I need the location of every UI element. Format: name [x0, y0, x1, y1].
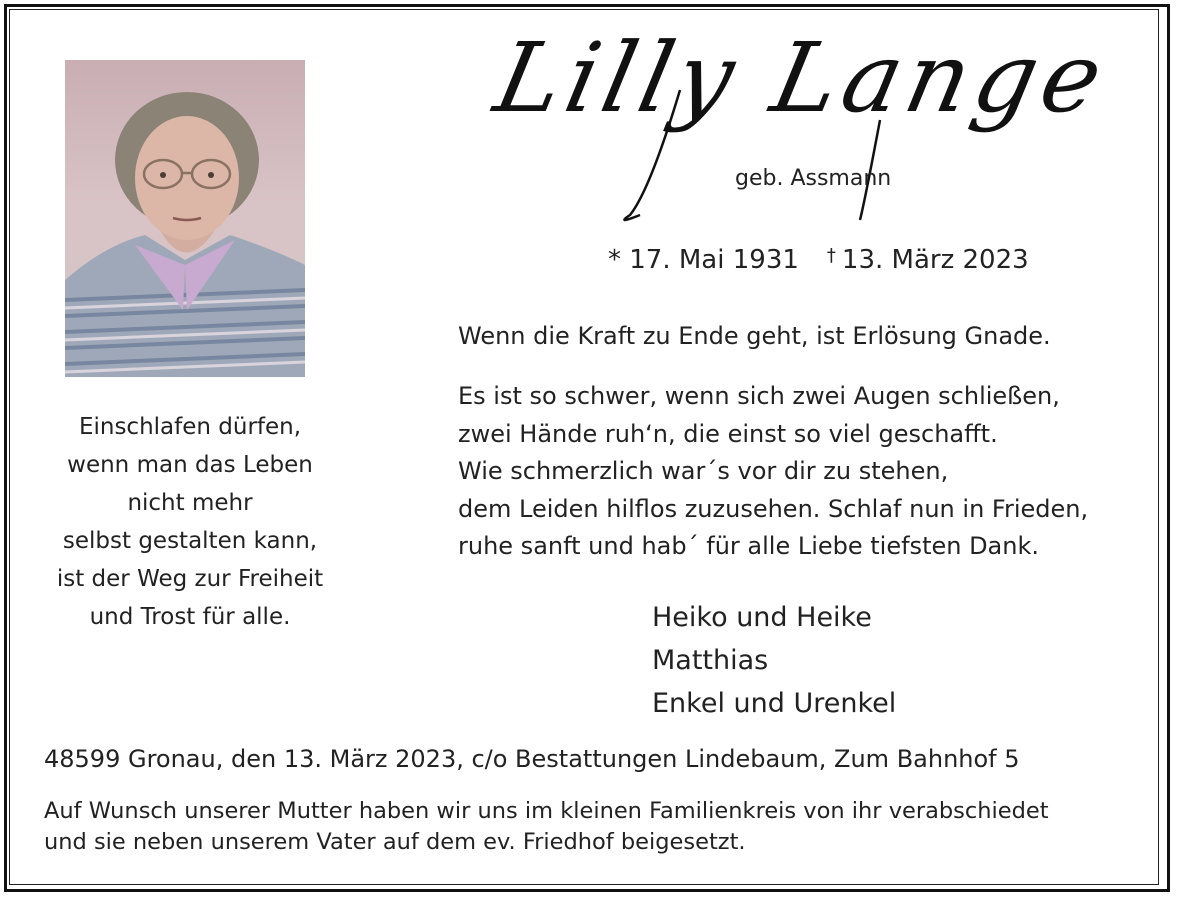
verse-line: ruhe sanft und hab´ für alle Liebe tiefsten Dank.: [458, 532, 1040, 560]
notice-line: und sie neben unserem Vater auf dem ev. Friedhof beigesetzt.: [44, 829, 746, 855]
family-member: Matthias: [652, 645, 769, 676]
quote-line: wenn man das Leben: [67, 452, 313, 478]
family-member: Heiko und Heike: [652, 602, 872, 633]
portrait-photo: [65, 60, 305, 377]
name-swash: [560, 80, 920, 230]
verse: [458, 378, 1088, 566]
birth-date: * 17. Mai 1931: [608, 245, 799, 275]
quote-line: selbst gestalten kann,: [62, 528, 318, 554]
death-date: 13. März 2023: [841, 245, 1029, 275]
maiden-name: geb. Assmann: [735, 166, 892, 191]
quote-line: nicht mehr: [127, 490, 253, 516]
left-quote: [40, 408, 340, 636]
verse-heading: Wenn die Kraft zu Ende geht, ist Erlösung Gnade.: [458, 322, 1051, 350]
cross-icon: †: [826, 245, 836, 266]
burial-notice: [44, 796, 1049, 858]
place-and-address: 48599 Gronau, den 13. März 2023, c/o Bestattungen Lindebaum, Zum Bahnhof 5: [44, 745, 1020, 773]
notice-line: Auf Wunsch unserer Mutter haben wir uns im kleinen Familienkreis von ihr verabschiedet: [44, 798, 1049, 824]
life-dates: [608, 245, 1029, 275]
verse-line: Wie schmerzlich war´s vor dir zu stehen,: [458, 457, 949, 485]
verse-line: Es ist so schwer, wenn sich zwei Augen schließen,: [458, 382, 1060, 410]
quote-line: und Trost für alle.: [89, 604, 291, 630]
deceased-name: Lilly Lange: [486, 22, 1118, 134]
family-member: Enkel und Urenkel: [652, 688, 897, 719]
quote-line: Einschlafen dürfen,: [78, 414, 302, 440]
family-signatures: [652, 596, 896, 725]
verse-line: dem Leiden hilflos zuzusehen. Schlaf nun in Frieden,: [458, 494, 1089, 523]
verse-line: zwei Hände ruh‘n, die einst so viel geschafft.: [458, 419, 998, 448]
quote-line: ist der Weg zur Freiheit: [56, 566, 324, 592]
